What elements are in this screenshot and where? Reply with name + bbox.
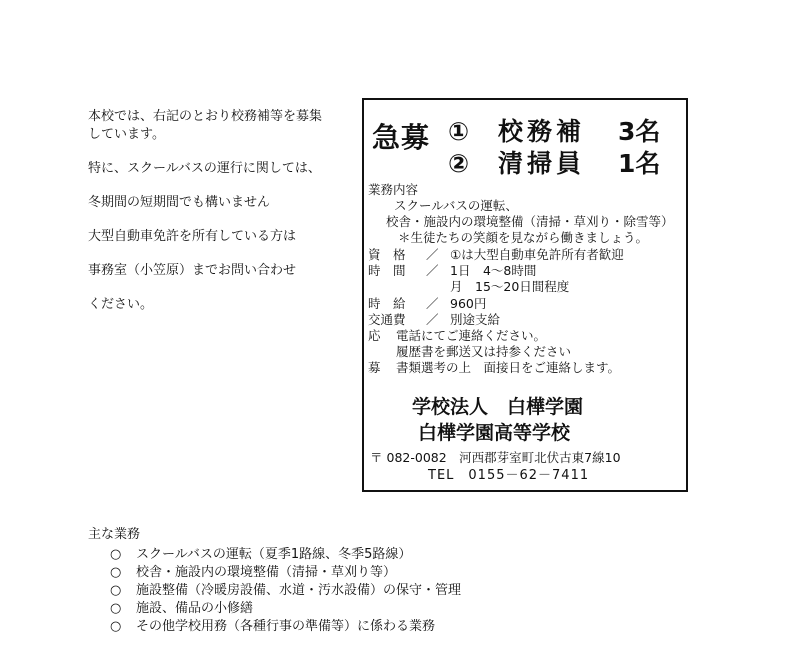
intro-line: 大型自動車免許を所有している方は [88,229,297,244]
address-text: 082-0082 河西郡芽室町北伏古東7線10 [386,450,621,465]
school-name: 白樺学園高等学校 [418,422,571,444]
organization-name: 学校法人 白樺学園 [412,396,584,418]
duties-note: ＊生徒たちの笑顔を見ながら働きましょう。 [398,230,649,245]
position-row [448,144,660,180]
list-item-text: その他学校用務（各種行事の準備等）に係わる業務 [136,619,436,634]
postal-mark-icon: 〒 [370,450,383,465]
list-item-text: 施設、備品の小修繕 [136,601,254,616]
intro-line: 本校では、右記のとおり校務補等を募集 [88,109,323,124]
slash: ／ [426,296,439,311]
qualification-value: ①は大型自動車免許所有者歓迎 [450,247,624,262]
intro-line: 冬期間の短期間でも構いません [88,195,271,210]
intro-paragraph-1 [88,108,322,144]
apply-line: 履歴書を郵送又は持参ください [396,344,572,359]
slash: ／ [426,263,439,278]
position-number: ① [448,117,470,146]
main-duties-title: 主な業務 [88,527,141,542]
circle-bullet-icon: ○ [110,619,122,634]
apply-char: 募 [368,360,381,375]
position-row [448,112,660,148]
position-number: ② [448,149,470,178]
list-item [88,546,461,564]
list-item [88,618,461,636]
intro-line: しています。 [88,127,165,142]
position-count: 3名 [618,117,661,146]
list-item-text: 施設整備（冷暖房設備、水道・汚水設備）の保守・管理 [136,583,462,598]
duties-label: 業務内容 [368,182,419,197]
list-item-text: スクールバスの運転（夏季1路線、冬季5路線） [136,547,412,562]
circle-bullet-icon: ○ [110,583,122,598]
list-item-text: 校舎・施設内の環境整備（清掃・草刈り等） [136,565,397,580]
list-item [88,600,461,618]
phone-number: TEL 0155－62－7411 [428,468,590,483]
urgent-heading: 急募 [372,121,431,154]
position-count: 1名 [618,149,661,178]
apply-line: 書類選考の上 面接日をご連絡します。 [396,360,621,375]
intro-line: 特に、スクールバスの運行に関しては、 [88,161,321,176]
position-title: 校務補 [498,117,586,146]
main-duties-section [88,526,461,636]
hours-value: 1日 4～8時間 [450,263,537,278]
qualification-label: 資 格 [368,247,406,262]
transport-value: 別途支給 [450,312,501,327]
duties-line: スクールバスの運転、 [394,198,518,213]
list-item [88,582,461,600]
circle-bullet-icon: ○ [110,565,122,580]
apply-char: 応 [368,328,381,343]
wage-label: 時 給 [368,296,406,311]
recruitment-notice-box [362,98,688,492]
position-title: 清掃員 [498,149,586,178]
wage-value: 960円 [450,296,487,311]
intro-line: 事務室（小笠原）までお問い合わせ [88,263,297,278]
slash: ／ [426,312,439,327]
transport-label: 交通費 [368,312,406,327]
duties-line: 校舎・施設内の環境整備（清掃・草刈り・除雪等） [386,214,674,229]
circle-bullet-icon: ○ [110,601,122,616]
hours-label: 時 間 [368,263,406,278]
apply-line: 電話にてご連絡ください。 [396,328,547,343]
slash: ／ [426,247,439,262]
list-item [88,564,461,582]
intro-line: ください。 [88,297,154,312]
circle-bullet-icon: ○ [110,547,122,562]
days-value: 月 15～20日間程度 [450,279,570,294]
